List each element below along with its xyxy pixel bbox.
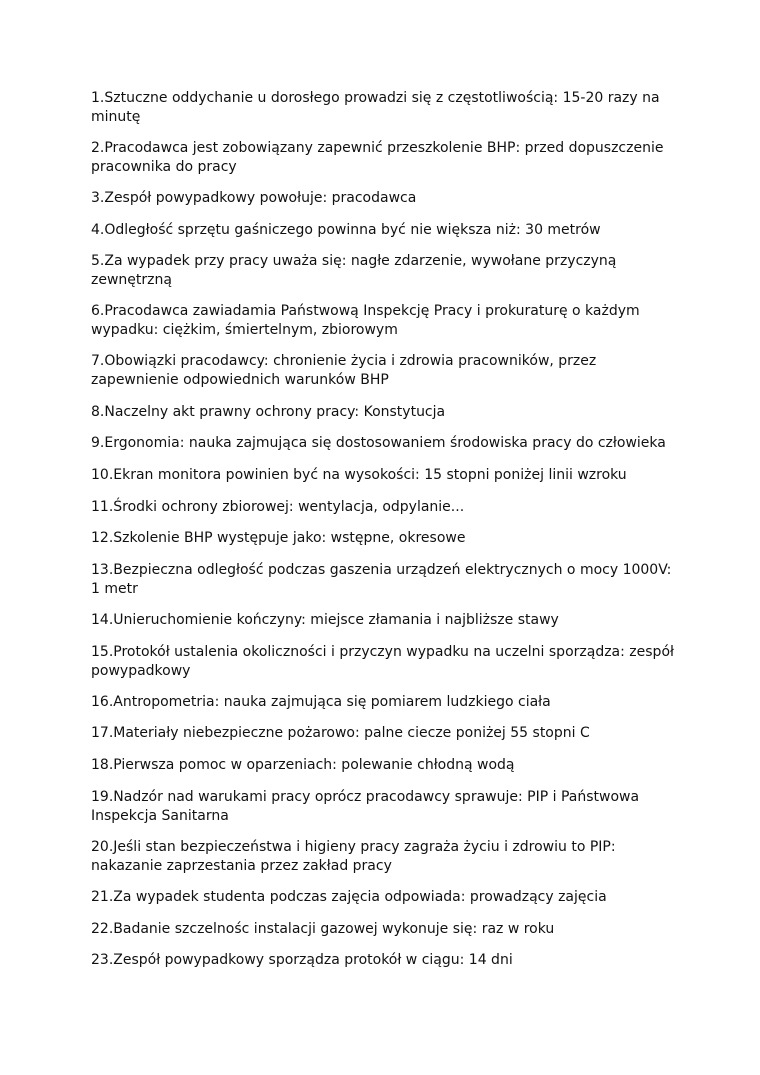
list-item-3: 3.Zespół powypadkowy powołuje: pracodawca [91, 190, 417, 206]
list-item-4: 4.Odległość sprzętu gaśniczego powinna być nie większa niż: 30 metrów [91, 222, 601, 238]
list-item-7: 7.Obowiązki pracodawcy: chronienie życia i zdrowia pracowników, przez zapewnienie odpowiednich warunków BHP [91, 353, 597, 388]
list-item-5: 5.Za wypadek przy pracy uważa się: nagłe zdarzenie, wywołane przyczyną zewnętrzną [91, 253, 617, 288]
list-item-21: 21.Za wypadek studenta podczas zajęcia odpowiada: prowadzący zajęcia [91, 889, 607, 905]
list-item-6: 6.Pracodawca zawiadamia Państwową Inspekcję Pracy i prokuraturę o każdym wypadku: ciężkim, śmiertelnym, zbiorowym [91, 303, 640, 338]
list-item-8: 8.Naczelny akt prawny ochrony pracy: Konstytucja [91, 404, 446, 420]
list-item-15: 15.Protokół ustalenia okoliczności i przyczyn wypadku na uczelni sporządza: zespół powypadkowy [91, 644, 674, 679]
list-item-9: 9.Ergonomia: nauka zajmująca się dostosowaniem środowiska pracy do człowieka [91, 435, 666, 451]
list-item-18: 18.Pierwsza pomoc w oparzeniach: polewanie chłodną wodą [91, 757, 515, 773]
list-item-10: 10.Ekran monitora powinien być na wysokości: 15 stopni poniżej linii wzroku [91, 467, 627, 483]
list-item-17: 17.Materiały niebezpieczne pożarowo: palne ciecze poniżej 55 stopni C [91, 725, 590, 741]
list-item-13: 13.Bezpieczna odległość podczas gaszenia urządzeń elektrycznych o mocy 1000V: 1 metr [91, 562, 672, 597]
list-item-19: 19.Nadzór nad warukami pracy oprócz pracodawcy sprawuje: PIP i Państwowa Inspekcja Sanitarna [91, 789, 640, 824]
list-item-11: 11.Środki ochrony zbiorowej: wentylacja, odpylanie... [91, 499, 465, 515]
list-item-12: 12.Szkolenie BHP występuje jako: wstępne, okresowe [91, 530, 466, 546]
list-item-16: 16.Antropometria: nauka zajmująca się pomiarem ludzkiego ciała [91, 694, 551, 710]
list-item-2: 2.Pracodawca jest zobowiązany zapewnić przeszkolenie BHP: przed dopuszczenie pracownika do pracy [91, 140, 664, 175]
list-item-20: 20.Jeśli stan bezpieczeństwa i higieny pracy zagraża życiu i zdrowiu to PIP: nakazanie zaprzestania przez zakład pracy [91, 839, 616, 874]
list-item-23: 23.Zespół powypadkowy sporządza protokół w ciągu: 14 dni [91, 952, 513, 968]
list-item-1: 1.Sztuczne oddychanie u dorosłego prowadzi się z częstotliwością: 15-20 razy na minutę [91, 90, 660, 125]
list-item-22: 22.Badanie szczelnośc instalacji gazowej wykonuje się: raz w roku [91, 921, 555, 937]
list-item-14: 14.Unieruchomienie kończyny: miejsce złamania i najbliższe stawy [91, 612, 559, 628]
